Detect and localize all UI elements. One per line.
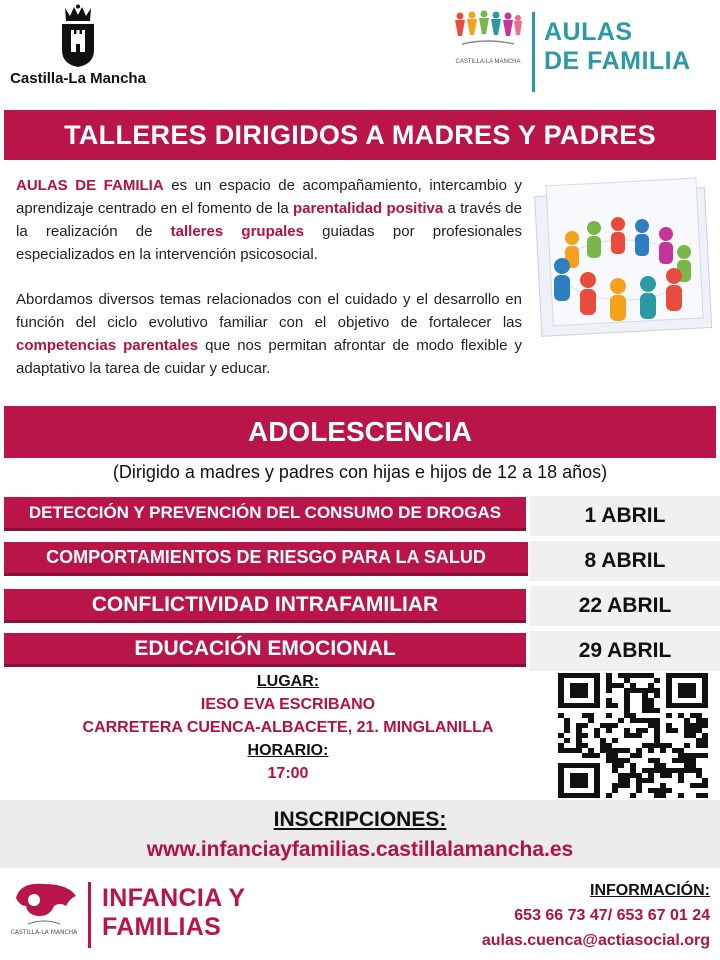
aulas-logo-line1: AULAS <box>544 18 633 46</box>
castilla-la-mancha-name: Castilla-La Mancha <box>10 70 146 87</box>
contact-phones[interactable]: 653 66 73 47/ 653 67 01 24 <box>514 907 710 924</box>
qr-code-icon[interactable] <box>556 672 710 800</box>
title-band <box>4 110 716 160</box>
session-topic-3: CONFLICTIVIDAD INTRAFAMILIAR <box>4 589 526 623</box>
intro-text <box>16 174 522 402</box>
highlighted-term: AULAS DE FAMILIA <box>16 177 164 194</box>
page-title: TALLERES DIRIGIDOS A MADRES Y PADRES <box>64 119 656 150</box>
intro-text-run: a través de la realización de <box>16 200 522 240</box>
session-date-4: 29 ABRIL <box>530 631 720 671</box>
time-label: HORARIO: <box>247 742 329 759</box>
contact-info <box>400 878 710 953</box>
target-audience: (Dirigido a madres y padres con hijas e hijos de 12 a 18 años) <box>112 462 608 482</box>
aulas-logo-text <box>544 18 691 76</box>
aulas-logo-caption: CASTILLA-LA MANCHA <box>455 59 521 65</box>
session-topic-2: COMPORTAMIENTOS DE RIESGO PARA LA SALUD <box>4 542 528 576</box>
families-circle-image <box>532 176 714 342</box>
section-title: ADOLESCENCIA <box>247 416 472 447</box>
aulas-de-familia-logo <box>452 10 712 94</box>
infancia-familias-logo-icon <box>10 876 80 956</box>
highlighted-term: parentalidad positiva <box>293 200 444 217</box>
session-date-2: 8 ABRIL <box>530 541 720 581</box>
session-date-3: 22 ABRIL <box>530 586 720 626</box>
aulas-logo-line2: DE FAMILIA <box>544 47 691 75</box>
place-label: LUGAR: <box>256 673 320 690</box>
info-label: INFORMACIÓN: <box>590 882 710 899</box>
castilla-la-mancha-logo <box>8 4 148 94</box>
registration-link[interactable]: www.infanciayfamilias.castillalamancha.es <box>146 838 574 861</box>
time-value: 17:00 <box>267 765 309 782</box>
intro-text-run: Abordamos diversos temas relacionados con el cuidado y el desarrollo en función del ciclo evolutivo familiar con el objetivo de fortalecer las <box>16 291 522 331</box>
session-date-1: 1 ABRIL <box>530 496 720 536</box>
intro-text-run: guiadas por profesionales especializados en la intervención psicosocial. <box>16 223 522 263</box>
highlighted-term: talleres grupales <box>170 223 304 240</box>
intro-text-run: que nos permitan afrontar de modo flexible y adaptativo la tarea de cuidar y educar. <box>16 337 522 377</box>
aulas-logo-divider <box>532 12 535 92</box>
place-address: CARRETERA CUENCA-ALBACETE, 21. MINGLANILLA <box>82 719 494 736</box>
intro-text-run: es un espacio de acompañamiento, intercambio y aprendizaje centrado en el fomento de la <box>16 177 522 217</box>
aulas-de-familia-figures-icon <box>452 10 524 90</box>
infancia-logo-line2: FAMILIAS <box>102 913 222 941</box>
castilla-la-mancha-crest-icon <box>53 4 103 68</box>
registration-band <box>0 800 720 868</box>
infancia-logo-caption: CASTILLA-LA MANCHA <box>10 929 78 936</box>
venue-info <box>60 670 516 785</box>
registration-label: INSCRIPCIONES: <box>273 808 447 831</box>
place-name: IESO EVA ESCRIBANO <box>200 696 376 713</box>
infancia-logo-text <box>102 884 245 942</box>
session-topic-4: EDUCACIÓN EMOCIONAL <box>4 633 526 667</box>
infancia-logo-divider <box>88 882 91 948</box>
section-band <box>4 406 716 458</box>
contact-email[interactable]: aulas.cuenca@actiasocial.org <box>481 932 710 949</box>
highlighted-term: competencias parentales <box>16 337 199 354</box>
intro-paragraph-1 <box>16 174 522 266</box>
infancia-logo-line1: INFANCIA Y <box>102 884 246 912</box>
intro-paragraph-2 <box>16 288 522 380</box>
session-topic-1: DETECCIÓN Y PREVENCIÓN DEL CONSUMO DE DROGAS <box>4 497 526 531</box>
infancia-familias-logo <box>10 876 290 956</box>
